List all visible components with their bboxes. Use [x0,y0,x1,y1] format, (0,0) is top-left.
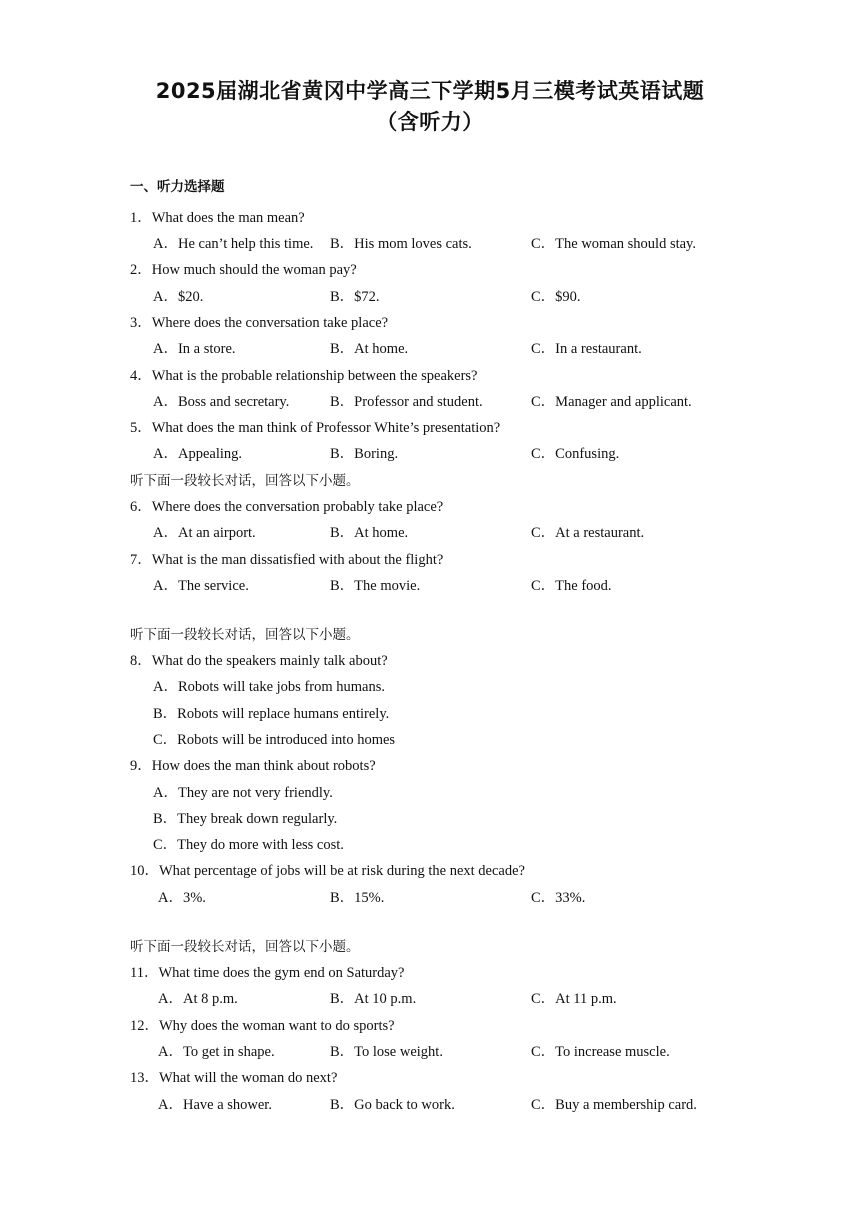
q4-option-a: A．Boss and secretary. [153,394,290,410]
q9-option-a: A．They are not very friendly. [153,785,333,801]
q4-option-c: C．Manager and applicant. [531,394,692,410]
q12-option-a: A．To get in shape. [158,1044,275,1060]
instruction-note-1: 听下面一段较长对话，回答以下小题。 [130,473,360,489]
q3-option-c: C．In a restaurant. [531,341,642,357]
q10-option-c: C．33%. [531,890,586,906]
q11-option-c: C．At 11 p.m. [531,991,617,1007]
q8-option-b: B．Robots will replace humans entirely. [153,706,390,722]
question-11: 11．What time does the gym end on Saturday? [130,965,405,981]
q2-option-b: B．$72. [330,289,380,305]
q7-option-b: B．The movie. [330,578,421,594]
question-13: 13．What will the woman do next? [130,1070,338,1086]
instruction-note-3: 听下面一段较长对话，回答以下小题。 [130,939,360,955]
q12-option-c: C．To increase muscle. [531,1044,670,1060]
q8-option-c: C．Robots will be introduced into homes [153,732,396,748]
q9-option-b: B．They break down regularly. [153,811,338,827]
q4-option-b: B．Professor and student. [330,394,483,410]
q12-option-b: B．To lose weight. [330,1044,443,1060]
question-7: 7．What is the man dissatisfied with about the flight? [130,552,444,568]
q11-option-b: B．At 10 p.m. [330,991,417,1007]
section-heading: 一、听力选择题 [130,179,225,195]
q7-option-a: A．The service. [153,578,249,594]
q6-option-c: C．At a restaurant. [531,525,645,541]
q8-option-a: A．Robots will take jobs from humans. [153,679,385,695]
q5-option-c: C．Confusing. [531,446,620,462]
question-8: 8．What do the speakers mainly talk about? [130,653,388,669]
q11-option-a: A．At 8 p.m. [158,991,238,1007]
document-title-line-2: （含听力） [376,110,484,134]
question-5: 5．What does the man think of Professor White’s presentation? [130,420,501,436]
question-10: 10．What percentage of jobs will be at risk during the next decade? [130,863,525,879]
q3-option-b: B．At home. [330,341,409,357]
q6-option-a: A．At an airport. [153,525,256,541]
q2-option-a: A．$20. [153,289,204,305]
question-9: 9．How does the man think about robots? [130,758,376,774]
q6-option-b: B．At home. [330,525,409,541]
q5-option-a: A．Appealing. [153,446,242,462]
q9-option-c: C．They do more with less cost. [153,837,344,853]
q1-option-c: C．The woman should stay. [531,236,696,252]
q13-option-a: A．Have a shower. [158,1097,272,1113]
question-2: 2．How much should the woman pay? [130,262,357,278]
q7-option-c: C．The food. [531,578,612,594]
question-4: 4．What is the probable relationship between the speakers? [130,368,478,384]
q13-option-c: C．Buy a membership card. [531,1097,697,1113]
question-6: 6．Where does the conversation probably take place? [130,499,444,515]
q10-option-b: B．15%. [330,890,385,906]
q2-option-c: C．$90. [531,289,581,305]
question-1: 1．What does the man mean? [130,210,305,226]
q3-option-a: A．In a store. [153,341,236,357]
q13-option-b: B．Go back to work. [330,1097,455,1113]
instruction-note-2: 听下面一段较长对话，回答以下小题。 [130,627,360,643]
question-12: 12．Why does the woman want to do sports? [130,1018,395,1034]
q1-option-b: B．His mom loves cats. [330,236,472,252]
q1-option-a: A．He can’t help this time. [153,236,314,252]
q10-option-a: A．3%. [158,890,206,906]
question-3: 3．Where does the conversation take place? [130,315,389,331]
document-title-line-1: 2025届湖北省黄冈中学高三下学期5月三模考试英语试题 [155,79,705,103]
q5-option-b: B．Boring. [330,446,399,462]
